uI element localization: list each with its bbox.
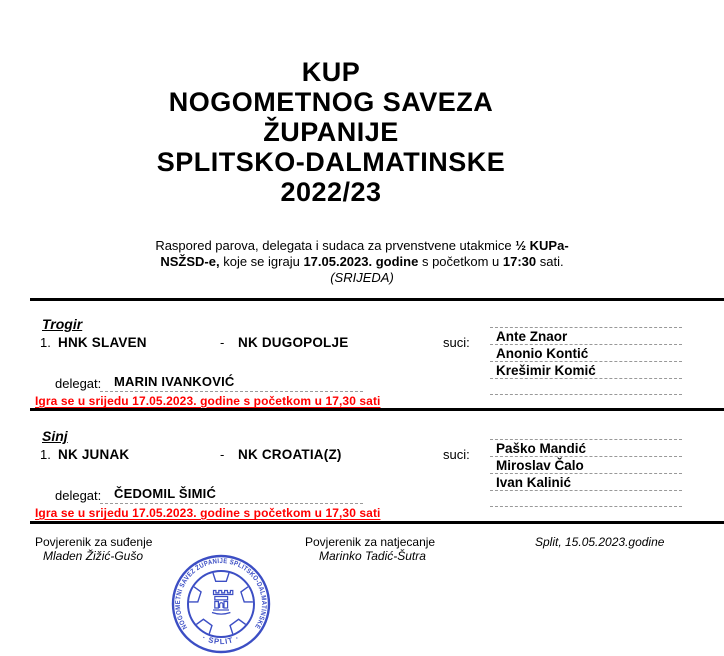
intro-bold-time: 17:30 (502, 254, 537, 269)
section-divider-rule (30, 298, 724, 301)
referee-line (490, 344, 682, 361)
match-date-note: Igra se u srijedu 17.05.2023. godine s početkom u 17,30 sati (35, 394, 381, 408)
stamp-bottom-text: · SPLIT · (200, 632, 242, 647)
commissioner-competition (305, 535, 435, 563)
referee-line (490, 439, 682, 456)
title-line: KUP (301, 57, 361, 87)
intro-bold-cup: ½ KUPa- (515, 238, 569, 253)
referee-list (490, 439, 682, 507)
commissioner-title: Povjerenik za suđenje (35, 535, 153, 549)
castle-emblem-icon (212, 591, 233, 615)
referees-label: suci: (443, 335, 470, 350)
commissioner-refereeing (35, 535, 152, 563)
title-line: ŽUPANIJE (263, 117, 399, 147)
title-line: 2022/23 (280, 177, 382, 207)
referee-name: Anonio Kontić (496, 346, 589, 361)
commissioner-title: Povjerenik za natjecanje (305, 535, 436, 549)
referee-name: Ante Znaor (496, 329, 568, 344)
referee-line (490, 361, 682, 378)
home-team: HNK SLAVEN (58, 335, 147, 350)
section-city: Sinj (42, 428, 68, 444)
referee-line (490, 327, 682, 344)
stamp-ring-text: NOGOMETNI SAVEZ ŽUPANIJE SPLITSKO-DALMATINSKE (174, 557, 268, 631)
intro-line-2 (32, 254, 692, 270)
delegate-label: delegat: (55, 488, 102, 503)
referee-name: Krešimir Komić (496, 363, 596, 378)
match-number: 1. (40, 447, 51, 462)
away-team: NK CROATIA(Z) (238, 447, 342, 462)
intro-text: Raspored parova, delegata i sudaca za prvenstvene utakmice (155, 238, 516, 253)
home-team: NK JUNAK (58, 447, 130, 462)
referee-list (490, 327, 682, 395)
delegate-name: MARIN IVANKOVIĆ (100, 374, 363, 392)
referee-name: Ivan Kalinić (496, 475, 572, 490)
delegate-name: ČEDOMIL ŠIMIĆ (100, 486, 363, 504)
away-team: NK DUGOPOLJE (238, 335, 349, 350)
match-section-trogir (0, 316, 724, 428)
intro-line-1 (32, 238, 692, 254)
match-date-note: Igra se u srijedu 17.05.2023. godine s početkom u 17,30 sati (35, 506, 381, 520)
referee-line (490, 473, 682, 490)
official-stamp (166, 549, 276, 656)
team-separator: - (220, 447, 225, 462)
delegate-label: delegat: (55, 376, 102, 391)
referees-label: suci: (443, 447, 470, 462)
intro-text: sati. (536, 254, 564, 269)
match-number: 1. (40, 335, 51, 350)
place-date-line: Split, 15.05.2023.godine (535, 535, 665, 549)
intro-day: (SRIJEDA) (330, 270, 394, 285)
referee-name: Miroslav Čalo (496, 458, 584, 473)
match-section-sinj (0, 428, 724, 540)
title-line: NOGOMETNOG SAVEZA (168, 87, 494, 117)
section-city: Trogir (42, 316, 83, 332)
intro-text: s početkom u (418, 254, 503, 269)
commissioner-name: Marinko Tadić-Šutra (319, 549, 426, 563)
referee-line (490, 456, 682, 473)
document-title (0, 57, 662, 207)
title-line: SPLITSKO-DALMATINSKE (156, 147, 506, 177)
intro-bold-nszsd: NSŽSD-e, (160, 254, 220, 269)
intro-text: koje se igraju (219, 254, 304, 269)
commissioner-name: Mladen Žižić-Gušo (43, 549, 144, 563)
referee-name: Paško Mandić (496, 441, 587, 456)
team-separator: - (220, 335, 225, 350)
intro-paragraph (32, 238, 692, 286)
referee-line-empty (490, 378, 682, 395)
referee-line-empty (490, 490, 682, 507)
intro-bold-date: 17.05.2023. godine (303, 254, 419, 269)
